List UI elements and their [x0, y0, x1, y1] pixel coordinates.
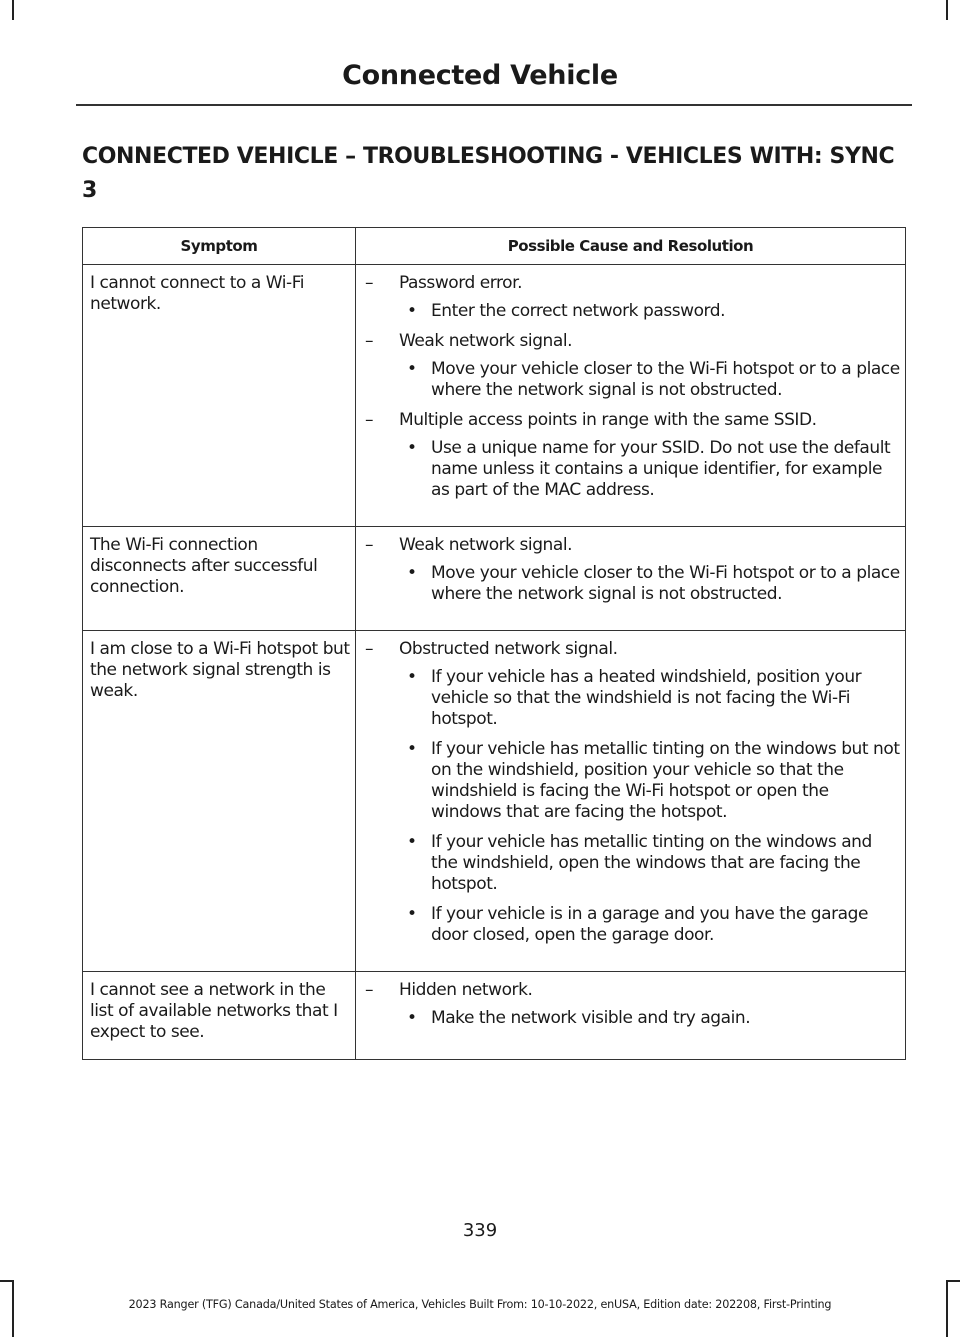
table-row: [83, 527, 906, 631]
cause-item: [363, 535, 901, 556]
resolution-text: If your vehicle has metallic tinting on the windows and the windshield, open the windows that are facing the hotspot.: [431, 832, 872, 894]
cause-item: [363, 331, 901, 352]
resolution-item: [397, 301, 901, 322]
resolution-text: Move your vehicle closer to the Wi-Fi hotspot or to a place where the network signal is not obstructed.: [431, 359, 900, 400]
bullet-marker: •: [407, 832, 417, 852]
header-rule: [76, 104, 912, 106]
dash-marker: –: [365, 535, 374, 555]
cause-text: Obstructed network signal.: [399, 639, 618, 659]
resolution-text: Use a unique name for your SSID. Do not use the default name unless it contains a unique identifier, for example as part of the MAC address.: [431, 438, 891, 500]
resolution-item: [397, 438, 901, 501]
column-header-cause: Possible Cause and Resolution: [356, 228, 906, 265]
symptom-cell: I cannot see a network in the list of available networks that I expect to see.: [83, 972, 356, 1060]
cause-text: Weak network signal.: [399, 535, 573, 555]
resolution-item: [397, 563, 901, 605]
resolution-item: [397, 1008, 901, 1029]
crop-mark-bottom-left-h: [0, 1280, 14, 1282]
cause-cell: [356, 631, 906, 972]
symptom-cell: I am close to a Wi-Fi hotspot but the network signal strength is weak.: [83, 631, 356, 972]
resolution-text: Make the network visible and try again.: [431, 1008, 751, 1028]
bullet-marker: •: [407, 438, 417, 458]
cause-text: Hidden network.: [399, 980, 533, 1000]
column-header-symptom: Symptom: [83, 228, 356, 265]
symptom-cell: The Wi-Fi connection disconnects after successful connection.: [83, 527, 356, 631]
dash-marker: –: [365, 980, 374, 1000]
table-row: [83, 265, 906, 527]
resolution-text: Enter the correct network password.: [431, 301, 726, 321]
bullet-marker: •: [407, 301, 417, 321]
cause-cell: [356, 527, 906, 631]
cause-cell: [356, 972, 906, 1060]
bullet-marker: •: [407, 359, 417, 379]
dash-marker: –: [365, 639, 374, 659]
bullet-marker: •: [407, 904, 417, 924]
cause-text: Multiple access points in range with the same SSID.: [399, 410, 817, 430]
cause-item: [363, 410, 901, 431]
table-header-row: [83, 228, 906, 265]
cause-item: [363, 639, 901, 660]
cause-item: [363, 980, 901, 1001]
resolution-item: [397, 739, 901, 823]
crop-mark-top-right: [946, 0, 948, 20]
cause-text: Weak network signal.: [399, 331, 573, 351]
section-title: CONNECTED VEHICLE – TROUBLESHOOTING - VEHICLES WITH: SYNC 3: [82, 144, 895, 203]
bullet-marker: •: [407, 563, 417, 583]
resolution-item: [397, 904, 901, 946]
crop-mark-top-left: [12, 0, 14, 20]
table-row: [83, 631, 906, 972]
cause-item: [363, 273, 901, 294]
resolution-item: [397, 667, 901, 730]
dash-marker: –: [365, 331, 374, 351]
resolution-text: Move your vehicle closer to the Wi-Fi hotspot or to a place where the network signal is not obstructed.: [431, 563, 900, 604]
resolution-text: If your vehicle is in a garage and you have the garage door closed, open the garage door.: [431, 904, 868, 945]
page-number: 339: [462, 1220, 498, 1241]
bullet-marker: •: [407, 667, 417, 687]
symptom-cell: I cannot connect to a Wi-Fi network.: [83, 265, 356, 527]
resolution-item: [397, 359, 901, 401]
bullet-marker: •: [407, 1008, 417, 1028]
resolution-text: If your vehicle has a heated windshield, position your vehicle so that the windshield is not facing the Wi-Fi hotspot.: [431, 667, 862, 729]
cause-cell: [356, 265, 906, 527]
resolution-item: [397, 832, 901, 895]
cause-text: Password error.: [399, 273, 523, 293]
bullet-marker: •: [407, 739, 417, 759]
table-row: [83, 972, 906, 1060]
dash-marker: –: [365, 273, 374, 293]
dash-marker: –: [365, 410, 374, 430]
resolution-text: If your vehicle has metallic tinting on the windows but not on the windshield, position your vehicle so that the windshield is facing the Wi-Fi hotspot or open the windows that are facing the hotspot.: [431, 739, 900, 822]
footer-edition-info: 2023 Ranger (TFG) Canada/United States of America, Vehicles Built From: 10-10-2022, enUSA, Edition date: 202208, First-Printing: [128, 1298, 832, 1311]
troubleshooting-table: [82, 227, 906, 1060]
crop-mark-bottom-right-h: [946, 1280, 960, 1282]
page-header-title: Connected Vehicle: [342, 60, 618, 91]
